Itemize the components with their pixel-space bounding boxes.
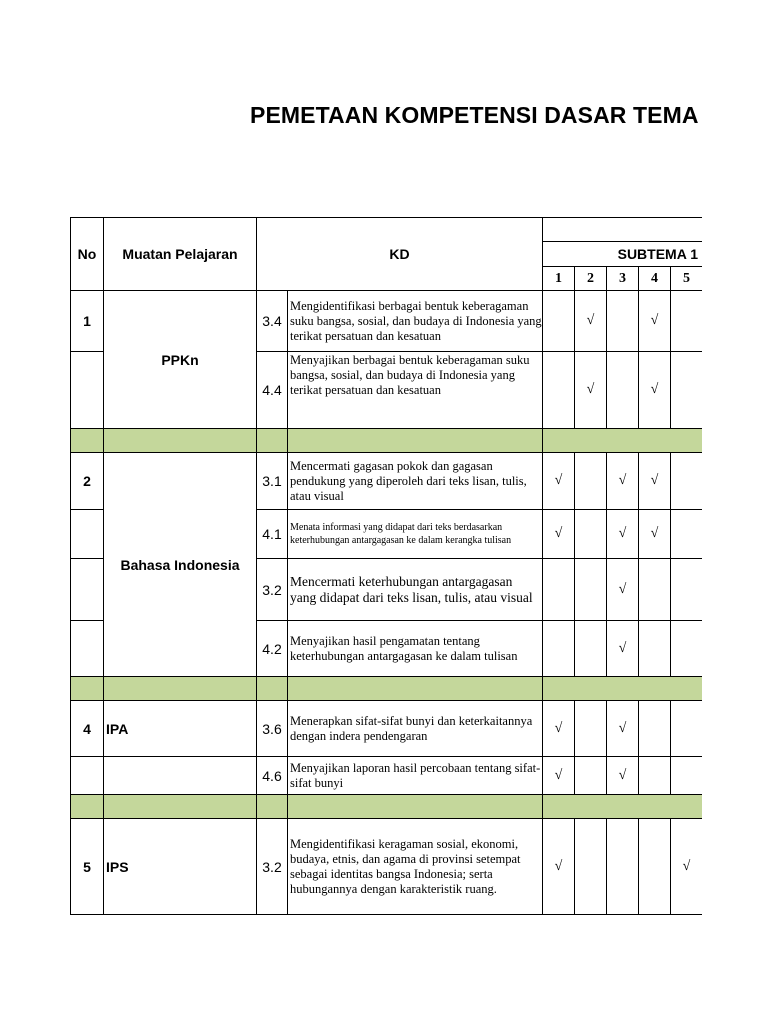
header-muatan: Muatan Pelajaran <box>104 218 257 291</box>
check-cell: √ <box>639 453 671 510</box>
check-cell <box>543 291 575 352</box>
subject-cell: IPS <box>104 819 257 915</box>
kd-number: 3.2 <box>257 559 288 621</box>
check-cell: √ <box>607 621 639 677</box>
check-cell <box>575 757 607 795</box>
header-col-3: 3 <box>607 267 639 291</box>
check-cell <box>575 510 607 559</box>
kd-number: 4.1 <box>257 510 288 559</box>
row-no <box>71 757 104 795</box>
subject-cell: Bahasa Indonesia <box>104 453 257 677</box>
check-cell: √ <box>671 819 703 915</box>
check-cell <box>671 757 703 795</box>
table-row <box>71 453 703 510</box>
check-cell: √ <box>607 559 639 621</box>
table-row <box>71 757 703 795</box>
check-cell: √ <box>543 757 575 795</box>
kd-number: 3.2 <box>257 819 288 915</box>
kd-text: Menata informasi yang didapat dari teks berdasarkan keterhubungan antargagasan ke dalam kerangka tulisan <box>288 510 543 559</box>
kd-number: 4.4 <box>257 352 288 429</box>
check-cell <box>671 291 703 352</box>
kd-text: Mengidentifikasi berbagai bentuk keberagaman suku bangsa, sosial, dan budaya di Indonesia yang terikat persatuan dan kesatuan <box>288 291 543 352</box>
separator-row <box>71 795 703 819</box>
kd-number: 4.6 <box>257 757 288 795</box>
kd-text: Mencermati gagasan pokok dan gagasan pendukung yang diperoleh dari teks lisan, tulis, atau visual <box>288 453 543 510</box>
separator-row <box>71 429 703 453</box>
header-no: No <box>71 218 104 291</box>
check-cell: √ <box>607 510 639 559</box>
check-cell <box>671 621 703 677</box>
kd-mapping-table <box>70 217 702 915</box>
check-cell <box>639 757 671 795</box>
row-no <box>71 510 104 559</box>
check-cell: √ <box>543 819 575 915</box>
check-cell: √ <box>543 510 575 559</box>
check-cell: √ <box>575 352 607 429</box>
row-no <box>71 621 104 677</box>
check-cell <box>671 559 703 621</box>
header-col-1: 1 <box>543 267 575 291</box>
check-cell: √ <box>575 291 607 352</box>
kd-text: Mencermati keterhubungan antargagasan yang didapat dari teks lisan, tulis, atau visual <box>288 559 543 621</box>
check-cell <box>671 352 703 429</box>
header-blank <box>543 218 703 242</box>
check-cell <box>543 621 575 677</box>
header-kd: KD <box>257 218 543 291</box>
check-cell: √ <box>639 352 671 429</box>
check-cell: √ <box>607 453 639 510</box>
kd-text: Menyajikan hasil pengamatan tentang keterhubungan antargagasan ke dalam tulisan <box>288 621 543 677</box>
page-title: PEMETAAN KOMPETENSI DASAR TEMA <box>250 102 699 128</box>
check-cell <box>671 510 703 559</box>
check-cell: √ <box>639 510 671 559</box>
row-no: 5 <box>71 819 104 915</box>
kd-number: 3.1 <box>257 453 288 510</box>
header-col-4: 4 <box>639 267 671 291</box>
table-row <box>71 701 703 757</box>
row-no: 2 <box>71 453 104 510</box>
separator-row <box>71 677 703 701</box>
header-col-5: 5 <box>671 267 703 291</box>
check-cell: √ <box>543 453 575 510</box>
check-cell <box>639 701 671 757</box>
check-cell <box>575 559 607 621</box>
check-cell <box>639 559 671 621</box>
subject-cell: PPKn <box>104 291 257 429</box>
header-subtema: SUBTEMA 1 <box>543 242 703 267</box>
subject-cell <box>104 757 257 795</box>
check-cell: √ <box>607 757 639 795</box>
kd-text: Menyajikan berbagai bentuk keberagaman suku bangsa, sosial, dan budaya di Indonesia yang terikat persatuan dan kesatuan <box>288 352 543 429</box>
table-row <box>71 819 703 915</box>
check-cell <box>671 453 703 510</box>
check-cell <box>543 559 575 621</box>
kd-number: 4.2 <box>257 621 288 677</box>
check-cell <box>639 819 671 915</box>
subject-cell: IPA <box>104 701 257 757</box>
check-cell <box>575 453 607 510</box>
check-cell <box>607 291 639 352</box>
check-cell <box>575 819 607 915</box>
kd-text: Menyajikan laporan hasil percobaan tentang sifat-sifat bunyi <box>288 757 543 795</box>
header-row <box>71 218 703 242</box>
check-cell: √ <box>639 291 671 352</box>
check-cell: √ <box>543 701 575 757</box>
check-cell <box>607 352 639 429</box>
row-no: 1 <box>71 291 104 352</box>
check-cell <box>671 701 703 757</box>
table-row <box>71 291 703 352</box>
kd-number: 3.6 <box>257 701 288 757</box>
kd-number: 3.4 <box>257 291 288 352</box>
row-no <box>71 352 104 429</box>
check-cell: √ <box>607 701 639 757</box>
kd-text: Mengidentifikasi keragaman sosial, ekonomi, budaya, etnis, dan agama di provinsi setempat sebagai identitas bangsa Indonesia; serta hubungannya dengan karakteristik ruang. <box>288 819 543 915</box>
row-no <box>71 559 104 621</box>
header-col-2: 2 <box>575 267 607 291</box>
check-cell <box>607 819 639 915</box>
check-cell <box>575 701 607 757</box>
kd-text: Menerapkan sifat-sifat bunyi dan keterkaitannya dengan indera pendengaran <box>288 701 543 757</box>
check-cell <box>543 352 575 429</box>
row-no: 4 <box>71 701 104 757</box>
check-cell <box>639 621 671 677</box>
check-cell <box>575 621 607 677</box>
